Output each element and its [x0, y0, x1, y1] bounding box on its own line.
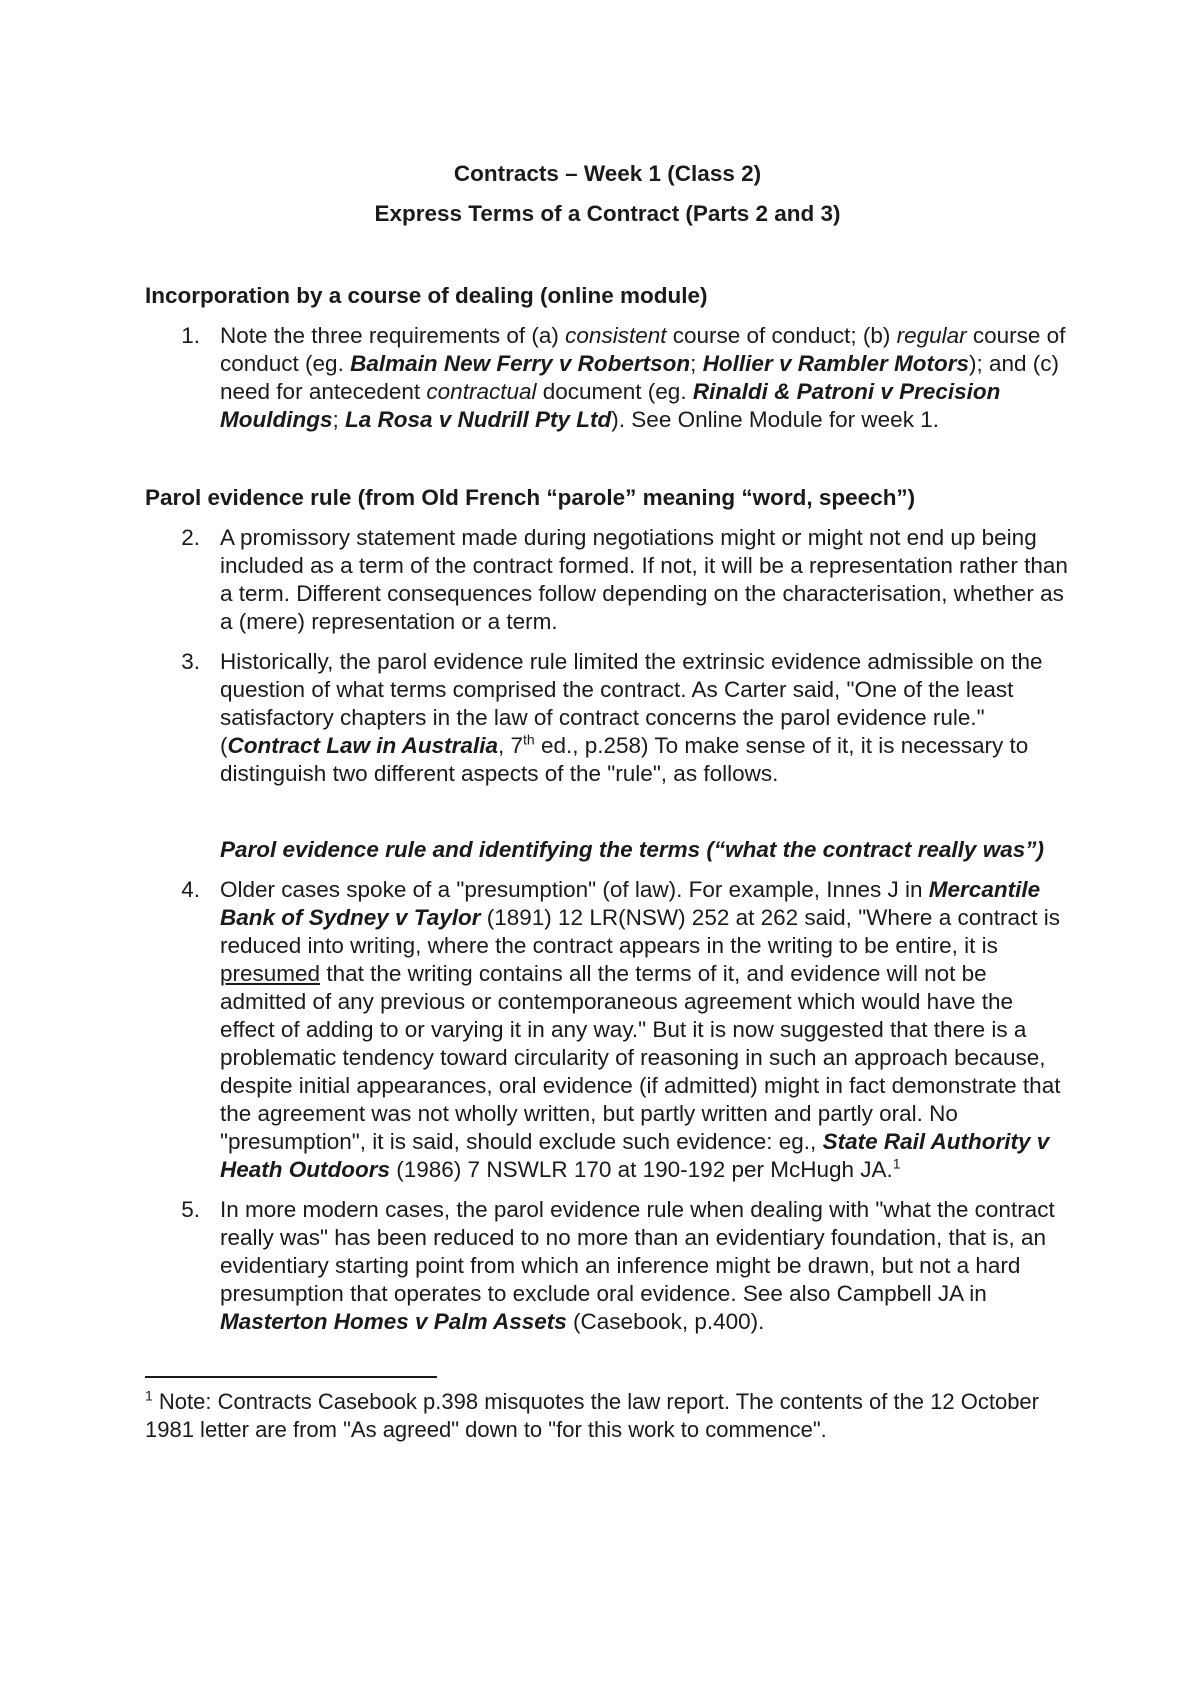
book-title: Contract Law in Australia	[227, 733, 498, 758]
footnote: $^1$ Note: Contracts Casebook p.398 misquotes the law report. The contents of the 12 October 1981 letter are from "As agreed" down to "for this work to commence".	[145, 1387, 1039, 1442]
section-heading-incorporation: Incorporation by a course of dealing (online module)	[145, 283, 708, 308]
list-item-text: Note the three requirements of (a) consistent course of conduct; (b) regular course of conduct (eg. Balmain New Ferry v Robertson; Hollier v Rambler Motors); and (c) need for antecedent contractual document (eg. Rinaldi & Patroni v Precision Mouldings; La Rosa v Nudrill Pty Ltd). See Online Module for week 1.	[220, 323, 1066, 432]
list-item-text: Historically, the parol evidence rule limited the extrinsic evidence admissible on the question of what terms comprised the contract. As Carter said, "One of the least satisfactory chapters in the law of contract concerns the parol evidence rule." (Contract Law in Australia, 7th ed., p.258) To make sense of it, it is necessary to distinguish two different aspects of the "rule", as follows.	[220, 649, 1043, 786]
section-heading-parol-evidence: Parol evidence rule (from Old French “parole” meaning “word, speech”)	[145, 485, 916, 510]
list-item-4	[145, 876, 1070, 1184]
list-number: 1.	[181, 323, 200, 348]
subheading-identifying-terms: Parol evidence rule and identifying the terms (“what the contract really was”)	[220, 837, 1044, 862]
case-name: Balmain New Ferry v Robertson	[350, 351, 691, 376]
list-number: 2.	[181, 525, 200, 550]
document-subtitle: Express Terms of a Contract (Parts 2 and 3)	[374, 201, 841, 226]
underlined-word: presumed	[220, 961, 321, 986]
footnote-marker: 1	[145, 1387, 153, 1404]
list-number: 5.	[181, 1197, 200, 1222]
list-item-1	[145, 322, 1070, 434]
case-name: Masterton Homes v Palm Assets	[220, 1309, 567, 1334]
case-name: Mercantile Bank of Sydney v Taylor	[220, 877, 1041, 930]
case-name: Hollier v Rambler Motors	[702, 351, 969, 376]
case-name: State Rail Authority v Heath Outdoors	[220, 1129, 1050, 1182]
case-name: Rinaldi & Patroni v Precision Mouldings	[220, 379, 1001, 432]
footnote-reference: 1	[892, 1155, 901, 1172]
list-item-2	[145, 524, 1070, 636]
document-title: Contracts – Week 1 (Class 2)	[453, 161, 762, 186]
list-item-3	[145, 648, 1070, 788]
list-number: 3.	[181, 649, 200, 674]
footnote-separator	[145, 1376, 437, 1378]
list-item-text: In more modern cases, the parol evidence rule when dealing with "what the contract really was" has been reduced to no more than an evidentiary foundation, that is, an evidentiary starting point from which an inference might be drawn, but not a hard presumption that operates to exclude oral evidence. See also Campbell JA in Masterton Homes v Palm Assets (Casebook, p.400).	[220, 1197, 1055, 1334]
list-item-text: A promissory statement made during negotiations might or might not end up being included as a term of the contract formed. If not, it will be a representation rather than a term. Different consequences follow depending on the characterisation, whether as a (mere) representation or a term.	[220, 525, 1068, 634]
list-number: 4.	[181, 877, 200, 902]
list-item-5	[145, 1196, 1070, 1336]
list-item-text: Older cases spoke of a "presumption" (of law). For example, Innes J in Mercantile Bank of Sydney v Taylor (1891) 12 LR(NSW) 252 at 262 said, "Where a contract is reduced into writing, where the contract appears in the writing to be entire, it is presumed that the writing contains all the terms of it, and evidence will not be admitted of any previous or contemporaneous agreement which would have the effect of adding to or varying it in any way." But it is now suggested that there is a problematic tendency toward circularity of reasoning in such an approach because, despite initial appearances, oral evidence (if admitted) might in fact demonstrate that the agreement was not wholly written, but partly written and partly oral. No "presumption", it is said, should exclude such evidence: eg., State Rail Authority v Heath Outdoors (1986) 7 NSWLR 170 at 190-192 per McHugh JA.$^1$	[220, 877, 1061, 1182]
case-name: La Rosa v Nudrill Pty Ltd	[345, 407, 612, 432]
